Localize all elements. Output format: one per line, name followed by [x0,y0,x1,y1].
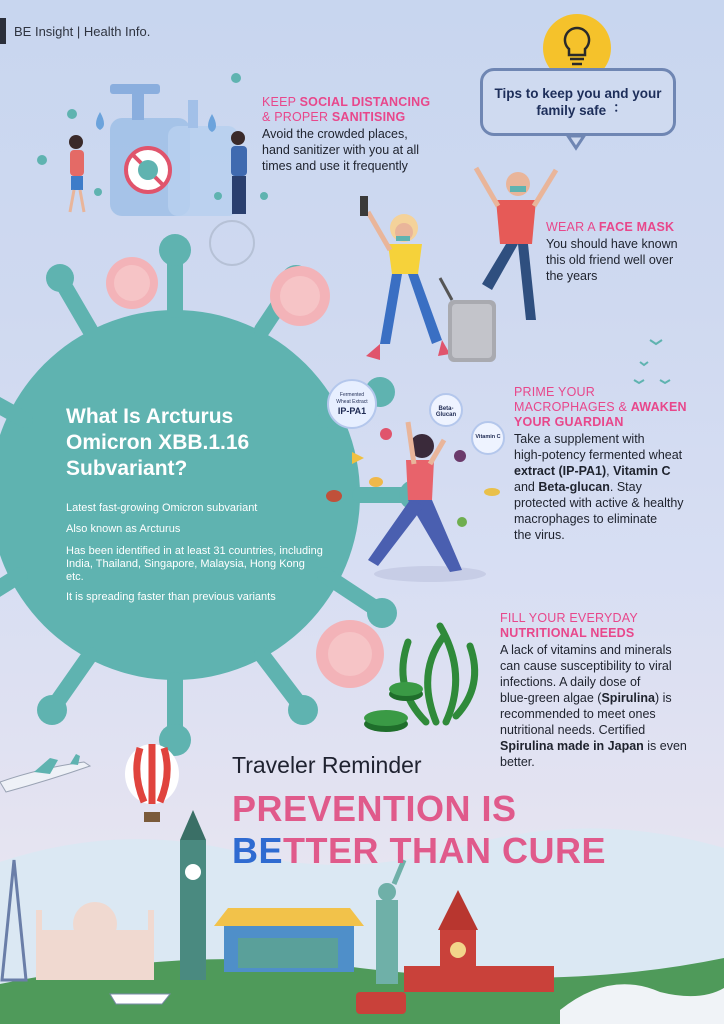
arcturus-fact-4: It is spreading faster than previous variants [66,591,276,603]
seaweed-icon [403,626,475,722]
slogan-line-1: PREVENTION IS [232,788,517,829]
distancing-body: Avoid the crowded places, hand sanitizer with you at all times and use it frequently [262,127,420,173]
mask-title: WEAR A FACE MASK [546,220,675,234]
face-mask-icon [396,236,410,241]
small-virus-pink-1 [106,257,158,309]
hot-air-balloon-icon [125,744,179,822]
traveler-woman [360,196,450,360]
airplane-icon [0,754,90,792]
palace-icon [214,908,364,972]
tips-callout [480,68,676,136]
woman-figure [69,135,84,212]
nutrition-title-2: NUTRITIONAL NEEDS [500,626,635,640]
header-label: BE Insight | Health Info. [14,23,151,39]
tips-text: Tips to keep you and your family safe︓ [494,86,662,118]
distancing-title-line2: & PROPER SANITISING [262,110,406,124]
section-distancing [262,95,452,174]
suitcase-icon [440,278,496,362]
birds [634,340,670,383]
slogan-line-2: BETTER THAN CURE [232,830,606,871]
tips-pointer [568,136,584,148]
macro-title-2: MACROPHAGES & AWAKEN [514,400,687,414]
bubble-beta-glucan: Beta-Glucan [435,406,457,418]
small-virus-pink-3 [316,620,384,688]
big-ben-icon [180,810,206,980]
section-macrophages [514,385,719,543]
section-nutrition [500,611,715,770]
nutrition-body: A lack of vitamins and minerals can cause susceptibility to viral infections. A daily dose of blue-green algae (Spirulina) is recommended to meet ones nutritional needs. Certified Spirulina made in Japan is even better. [500,643,687,769]
bubble-ippa1: Fermented Wheat Extract IP-PA1 [336,392,368,416]
distancing-title-line1: KEEP SOCIAL DISTANCING [262,95,431,109]
jumping-man [476,168,556,320]
arcturus-title: What Is Arcturus Omicron XBB.1.16 Subvariant? [66,405,250,480]
macro-title-1: PRIME YOUR [514,385,595,399]
bubble-vitamin-c: Vitamin C [475,434,501,440]
small-virus-pink-2 [270,266,330,326]
section-mask [546,220,716,284]
mask-body: You should have known this old friend well over the years [546,237,678,283]
traveler-reminder: Traveler Reminder [232,752,422,778]
cruise-ship-icon [110,994,170,1004]
arcturus-fact-3: Has been identified in at least 31 countries, including India, Thailand, Singapore, Malaysia, Hong Kong etc. [66,545,323,583]
macro-title-3: YOUR GUARDIAN [514,415,624,429]
arcturus-fact-1: Latest fast-growing Omicron subvariant [66,502,258,514]
bus-icon [356,992,406,1014]
macro-body: Take a supplement with high-potency fermented wheat extract (IP-PA1), Vitamin C and Beta-glucan. Stay protected with active & healthy macrophages to eliminate the virus. [514,432,684,542]
nutrition-title-1: FILL YOUR EVERYDAY [500,611,638,625]
virus-outline-icon [210,221,254,265]
arcturus-fact-2: Also known as Arcturus [66,523,181,535]
